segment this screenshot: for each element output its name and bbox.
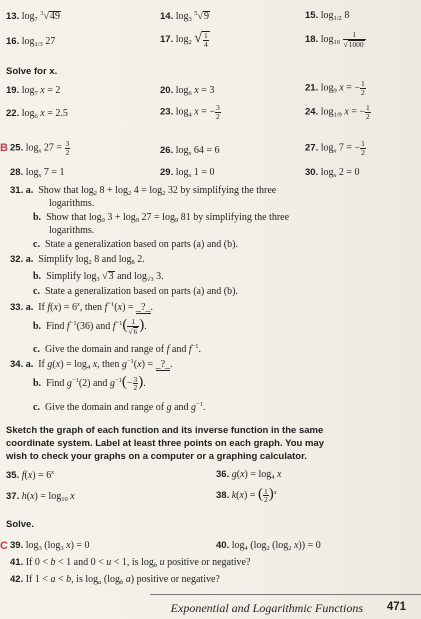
footer-page-number: 471 bbox=[386, 601, 406, 613]
problem-29: 29. $\log_x 1 = 0$ bbox=[160, 167, 215, 179]
problem-28: 28. $\log_x 7 = 1$ bbox=[10, 167, 65, 179]
section-c-marker: C bbox=[0, 540, 8, 552]
problem-27: 27. $\log_x 7$ = − $\frac{1}{2}$ bbox=[305, 139, 365, 157]
problem-41: 41. If 0 < b < 1 and 0 < u < 1, is $\log_b u$ positive or negative? bbox=[10, 557, 251, 569]
solve-heading: Solve. bbox=[6, 519, 34, 530]
problem-34c: c. Give the domain and range of g and $g^{-1}$. bbox=[33, 401, 206, 413]
problem-38: 38. k(x) = ( $\frac{1}{2}$ )$^x$ bbox=[216, 486, 277, 505]
page-footer bbox=[0, 592, 421, 619]
problem-34a: 34. a. If $g(x) = \log_4 x$, then $g^{-1}(x)$ = _?_. bbox=[10, 358, 173, 371]
problem-31a: 31. a. Show that $\log_2 8 + \log_2 4 = \log_2 32$ by simplifying the three bbox=[10, 185, 277, 197]
problem-20: 20. $\log_6 x = 3$ bbox=[160, 85, 215, 97]
problem-31b-line2: logarithms. bbox=[49, 225, 95, 236]
problem-32a: 32. a. Simplify $\log_2 8$ and $\log_8 2$. bbox=[10, 254, 145, 266]
sketch-instructions-line1: Sketch the graph of each function and its inverse function in the same bbox=[6, 425, 324, 436]
problem-15: 15. $\log_{1/2} 8$ bbox=[305, 10, 350, 22]
problem-35: 35. $f(x) = 6^x$ bbox=[6, 469, 55, 481]
problem-33a: 33. a. If $f(x) = 6^x$, then $f^{-1}(x)$ = _?_. bbox=[10, 301, 153, 313]
problem-13: 13. $\log_7 ^3√49$ bbox=[6, 10, 60, 23]
problem-18: 18. $\log_{10}$ $\frac{1}{√1000}$ bbox=[305, 30, 364, 49]
problem-31a-line2: logarithms. bbox=[49, 198, 95, 209]
footer-chapter-title: Exponential and Logarithmic Functions bbox=[170, 601, 363, 615]
solve-for-x-heading: Solve for x. bbox=[6, 66, 58, 77]
problem-32c: c. State a generalization based on parts (a) and (b). bbox=[33, 286, 238, 297]
problem-34b: b. Find $g^{-1}(2)$ and $g^{-1}(-$ $\frac{3}{2}$ ). bbox=[33, 374, 146, 393]
problem-42: 42. If 1 < a < b, is $\log_a (\log_b$ a) positive or negative? bbox=[10, 574, 220, 586]
problem-36: 36. $g(x) = \log_4 x$ bbox=[216, 469, 282, 481]
problem-14: 14. $\log_3 ^5√9$ bbox=[160, 10, 209, 23]
problem-16: 16. $\log_{1/3} 27$ bbox=[6, 36, 56, 48]
sketch-instructions-line3: wish to check your graphs on a computer or a graphing calculator. bbox=[6, 451, 307, 462]
problem-21: 21. $\log_9 x$ = − $\frac{1}{2}$ bbox=[305, 79, 365, 97]
problem-22: 22. $\log_6 x = 2.5$ bbox=[6, 108, 68, 120]
footer-rule bbox=[150, 594, 421, 595]
problem-33b: b. Find $f^{-1}(36)$ and $f^{-1}$( $\frac{1}{√6}$ ). bbox=[33, 317, 147, 336]
problem-40: 40. $\log_4 (\log_2$ ($\log_2$ x)) = 0 bbox=[216, 540, 321, 552]
problem-17: 17. $\log_2$ √ $\frac{1}{4}$ bbox=[160, 31, 208, 49]
problem-33c: c. Give the domain and range of f and $f^{-1}$. bbox=[33, 343, 202, 355]
problem-19: 19. $\log_7 x = 2$ bbox=[6, 85, 61, 97]
problem-25: 25. $\log_x 27$ = $\frac{3}{2}$ bbox=[10, 139, 70, 157]
problem-24: 24. $\log_{1/9} x$ = − $\frac{1}{2}$ bbox=[305, 103, 370, 121]
problem-31c: c. State a generalization based on parts (a) and (b). bbox=[33, 239, 238, 250]
problem-30: 30. $\log_x 2 = 0$ bbox=[305, 167, 360, 179]
sketch-instructions-line2: coordinate system. Label at least three points on each graph. You may bbox=[6, 438, 324, 449]
problem-26: 26. $\log_x 64 = 6$ bbox=[160, 145, 220, 157]
problem-37: 37. $h(x) = \log_{10} x$ bbox=[6, 491, 75, 503]
problem-31b: b. Show that $\log_9 3 + \log_9 27 = \log_9 81$ by simplifying the three bbox=[33, 212, 290, 224]
section-b-marker: B bbox=[0, 142, 8, 154]
problem-32b: b. Simplify $\log_3 √3$ and $\log_{√3} 3$. bbox=[33, 271, 164, 283]
problem-23: 23. $\log_4 x$ = − $\frac{3}{2}$ bbox=[160, 103, 220, 121]
problem-39: 39. $\log_3 (\log_3$ x) = 0 bbox=[10, 540, 90, 552]
